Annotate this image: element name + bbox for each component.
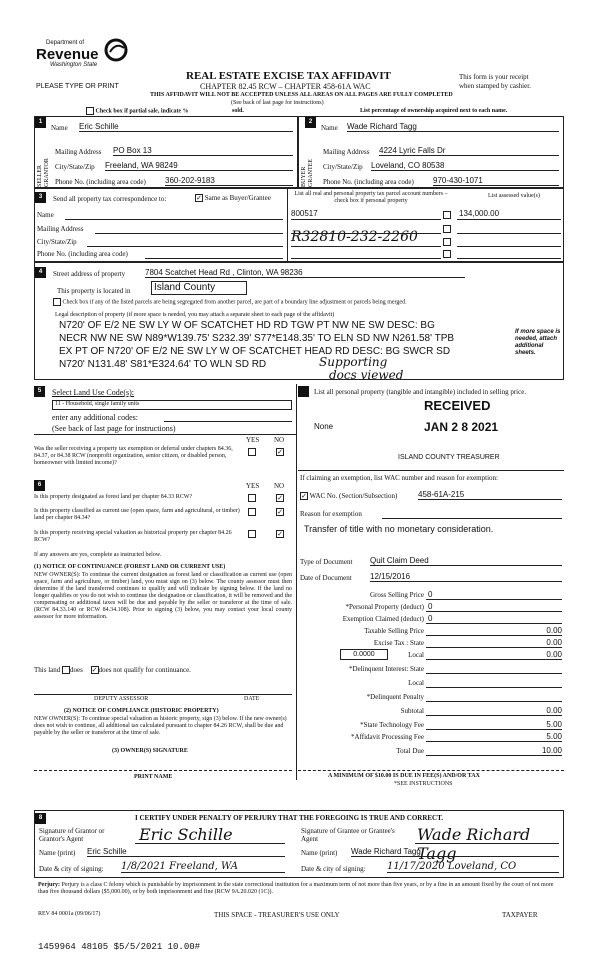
agency-label: Revenue xyxy=(36,46,99,63)
personal-prop-checkbox-3[interactable] xyxy=(443,238,451,246)
reason-field[interactable]: Transfer of title with no monetary consideration. xyxy=(304,524,494,534)
calc-label: *Personal Property (deduct) xyxy=(345,603,424,611)
doc-type-field[interactable]: Quit Claim Deed xyxy=(370,556,562,566)
does-not-checkbox[interactable]: ✓ xyxy=(91,666,98,675)
calc-label: Excise Tax : State xyxy=(373,639,424,647)
seller-name-field[interactable]: Eric Schille xyxy=(79,122,293,132)
partial-sale-checkbox[interactable] xyxy=(86,107,94,115)
buyer-mail-label: Mailing Address xyxy=(323,148,370,156)
seller-section xyxy=(34,116,298,188)
calc-value[interactable]: 0.00 xyxy=(426,638,562,648)
correspondence-section xyxy=(34,188,564,262)
personal-prop-checkbox-2[interactable] xyxy=(443,225,451,233)
parcel-number-1[interactable]: 800517 xyxy=(291,209,318,218)
partial-sale-row: Check box if partial sale, indicate % xyxy=(86,107,189,115)
section-1-badge: 1 xyxy=(35,117,46,128)
taxpayer-label: TAXPAYER xyxy=(502,911,538,919)
street-field[interactable]: 7804 Scatchet Head Rd , Clinton, WA 98236 xyxy=(145,268,465,278)
grantee-date-field[interactable]: 11/17/2020 Loveland, CO xyxy=(387,861,559,873)
assessed-value-1[interactable]: 134,000.00 xyxy=(459,209,500,218)
supporting-handwritten: Supporting xyxy=(319,355,388,369)
date-stamp: JAN 2 8 2021 xyxy=(424,420,499,434)
received-stamp: RECEIVED xyxy=(424,398,491,413)
doc-date-label: Date of Document xyxy=(300,574,352,582)
calc-value[interactable] xyxy=(426,678,562,688)
seller-city-field[interactable]: Freeland, WA 98249 xyxy=(105,161,293,171)
see-back-label: (See back of last page for instructions) xyxy=(52,424,176,433)
seller-phone-label: Phone No. (including area code) xyxy=(55,178,146,186)
buyer-city-label: City/State/Zip xyxy=(323,163,363,171)
buyer-mail-field[interactable]: 4224 Lyric Falls Dr xyxy=(379,146,559,156)
certify-statement: I CERTIFY UNDER PENALTY OF PERJURY THAT THE FOREGOING IS TRUE AND CORRECT. xyxy=(135,814,444,822)
section-7-badge xyxy=(298,386,309,397)
more-space-note: If more space is needed, attach additional sheets. xyxy=(515,329,561,356)
seller-mail-field[interactable]: PO Box 13 xyxy=(113,146,293,156)
exemption-question: Was the seller receiving a property tax exemption or deferral under chapters 84.36, 84.37, or 84.38 RCW (nonprofit organization, senior citizen, or disabled person, homeowner with limited income)? xyxy=(34,446,233,466)
no-header-6: NO xyxy=(274,482,285,490)
revenue-logo xyxy=(36,38,132,74)
calc-label: Exemption Claimed (deduct) xyxy=(342,615,424,623)
dept-label: Department of xyxy=(46,40,85,46)
receipt-note-2: when stamped by cashier. xyxy=(459,82,531,90)
legal-line-2: NECR NW NE SW N89*W139.75' S232.39' S77*E148.35' TO ELN SD NW N261.58' TPB xyxy=(59,333,455,344)
historic-question: Is this property receiving special valuation as historical property per chapter 84.26 RCW? xyxy=(34,530,232,543)
notice-compliance-text: NEW OWNER(S): To continue special valuation as historic property, sign (3) below. If the new owner(s) does not wish to continue, all additional tax calculated pursuant to chapter 84.26 RCW, shall be due and payable by the seller or transferor at the time of sale. xyxy=(34,716,287,736)
owner-signature-label: (3) OWNER(S) SIGNATURE xyxy=(112,748,188,754)
calc-value[interactable]: 0.00 xyxy=(426,706,562,716)
perjury-note: Perjury: Perjury is a class C felony which is punishable by imprisonment in the state correctional institution for a maximum term of not more than five years, or by a fine in an amount fixed by the court of not more than five thousand dollars ($5,000.00), or by both imprisonment and fine (RCW 9A.20.020 (1C)). xyxy=(38,882,554,895)
grantor-date-label: Date & city of signing: xyxy=(39,865,104,873)
logo-swirl-icon xyxy=(102,38,130,62)
seller-city-label: City/State/Zip xyxy=(55,163,95,171)
personal-prop-checkbox-4[interactable] xyxy=(443,250,451,258)
same-as-buyer: ✓ Same as Buyer/Grantee xyxy=(196,194,271,203)
buyer-phone-field[interactable]: 970-430-1071 xyxy=(433,176,559,186)
buyer-name-field[interactable]: Wade Richard Tagg xyxy=(347,122,559,132)
calc-value[interactable]: 5.00 xyxy=(426,720,562,730)
ownership-note: List percentage of ownership acquired next to each name. xyxy=(360,108,508,114)
grantor-name-field[interactable]: Eric Schille xyxy=(87,847,285,857)
section-2-badge: 2 xyxy=(305,117,316,128)
property-section xyxy=(34,262,564,380)
calc-value[interactable]: 10.00 xyxy=(426,746,562,756)
calc-value[interactable]: 0 xyxy=(426,590,562,600)
historic-no-checkbox[interactable]: ✓ xyxy=(277,530,283,538)
land-use-section xyxy=(34,384,296,474)
buyer-section xyxy=(298,116,564,188)
grantor-date-field[interactable]: 1/8/2021 Freeland, WA xyxy=(121,861,285,873)
legal-line-1: N720' OF E/2 NE SW LY W OF SCATCHET HD RD TGW PT NW NE SW DESC: BG xyxy=(59,320,435,331)
corr-city-label: City/State/Zip xyxy=(37,238,77,246)
receipt-note: This form is your receipt xyxy=(459,73,529,81)
notice-continuance-text: NEW OWNER(S): To continue the current designation as forest land or classification as current use (open space, farm and agriculture, or timber) land, you must sign on (3) below. The county assessor must then determine if the land transferred continues to qualify and will indicate by signing below. If the land no longer qualifies or you do not wish to continue the designation or classification, it will be removed and the compensating or additional taxes will be due and payable by the seller or transferor at the time of sale. (RCW 84.33.140 or RCW 84.34.108). Prior to signing (3) below, you may contact your local county assessor for more information. xyxy=(34,572,292,620)
no-header: NO xyxy=(274,436,285,444)
continuance-row: This land does ✓does not qualify for continuance. xyxy=(34,666,191,675)
street-label: Street address of property xyxy=(53,270,126,278)
receipt-stamp: 1459964 48105 $5/5/2021 10.00# xyxy=(38,942,201,952)
wac-checkbox[interactable]: ✓ xyxy=(301,492,307,501)
docs-viewed-handwritten: docs viewed xyxy=(329,368,404,380)
seller-mail-label: Mailing Address xyxy=(55,148,102,156)
forest-no-checkbox[interactable]: ✓ xyxy=(277,494,283,502)
section-5-badge: 5 xyxy=(34,386,45,397)
seller-phone-field[interactable]: 360-202-9183 xyxy=(165,176,293,186)
section-6-badge: 6 xyxy=(34,480,45,491)
section-3-badge: 3 xyxy=(35,192,46,203)
buyer-city-field[interactable]: Loveland, CO 80538 xyxy=(371,161,559,171)
notice-compliance-title: (2) NOTICE OF COMPLIANCE (HISTORIC PROPERTY) xyxy=(64,708,219,714)
current-use-yes-checkbox[interactable] xyxy=(248,508,256,516)
calc-label: Local xyxy=(408,651,424,659)
state-label: Washington State xyxy=(50,62,98,68)
segregated-checkbox[interactable] xyxy=(53,298,61,306)
exemption-no-checkbox[interactable]: ✓ xyxy=(277,448,283,456)
calc-label: *State Technology Fee xyxy=(360,721,424,729)
parcel-number-2[interactable]: R32810-232-2260 xyxy=(291,229,418,245)
calc-value[interactable]: 5.00 xyxy=(426,732,562,742)
grantee-sig-label: Signature of Grantee or Grantee's Agent xyxy=(301,827,395,843)
historic-yes-checkbox[interactable] xyxy=(248,530,256,538)
additional-codes-label: enter any additional codes: xyxy=(52,413,138,422)
yes-header-6: YES xyxy=(246,482,260,490)
send-correspondence-label: Send all property tax correspondence to: xyxy=(53,195,167,203)
current-use-question: Is this property classified as current use (open space, farm and agricultural, or timber) land per chapter 84.34? xyxy=(34,508,240,521)
calc-label: Subtotal xyxy=(400,707,424,715)
county-label: This property is located in xyxy=(57,287,131,295)
calc-label: Local xyxy=(408,679,424,687)
form-title: REAL ESTATE EXCISE TAX AFFIDAVIT xyxy=(186,70,391,82)
grantor-signature[interactable]: Eric Schille xyxy=(139,825,233,844)
parcel-header: List all real and personal property tax parcel account numbers – check box if personal property xyxy=(294,191,448,204)
grantee-name-field[interactable]: Wade Richard Tagg xyxy=(351,847,559,857)
see-instructions-note: *SEE INSTRUCTIONS xyxy=(394,781,453,787)
county-field[interactable]: Island County xyxy=(151,281,247,295)
calc-label: Gross Selling Price xyxy=(369,591,424,599)
personal-property-label: List all personal property (tangible and intangible) included in selling price. xyxy=(314,388,527,396)
corr-mail-label: Mailing Address xyxy=(37,225,84,233)
seller-name-label: Name xyxy=(51,124,68,132)
section-8-badge: 8 xyxy=(35,813,46,824)
exemption-claim-label: If claiming an exemption, list WAC number and reason for exemption: xyxy=(300,474,498,482)
land-use-label: Select Land Use Code(s): xyxy=(52,388,134,397)
legal-line-3: EX PT OF N720' OF E/2 NE SW LY W OF SCATCHET HEAD RD DESC: BG SWCR SD xyxy=(59,346,451,357)
wac-label: ✓ WAC No. (Section/Subsection) xyxy=(301,492,398,501)
current-use-no-checkbox[interactable]: ✓ xyxy=(277,508,283,516)
calc-label: *Delinquent Interest: State xyxy=(348,665,424,673)
reason-label: Reason for exemption xyxy=(300,510,362,518)
does-checkbox[interactable] xyxy=(62,666,70,674)
calc-label: Total Due xyxy=(396,747,424,755)
legal-line-4: N720' N131.48' S81*E324.64' TO WLN SD RD xyxy=(59,359,267,370)
calc-label: *Affidavit Processing Fee xyxy=(351,733,424,741)
personal-prop-checkbox-1[interactable] xyxy=(443,211,451,219)
sold-label: sold. xyxy=(232,108,244,114)
treasurer-stamp: ISLAND COUNTY TREASURER xyxy=(398,454,500,461)
grantee-date-label: Date & city of signing: xyxy=(301,865,366,873)
wac-field[interactable]: 458-61A-215 xyxy=(418,490,562,500)
doc-date-field[interactable]: 12/15/2016 xyxy=(370,572,562,582)
calc-value[interactable] xyxy=(426,664,562,674)
corr-name-label: Name xyxy=(37,211,54,219)
grantor-sig-label: Signature of Grantor or Grantor's Agent xyxy=(39,827,105,843)
form-revision: REV 84 0001a (09/06/17) xyxy=(38,911,101,917)
calc-value[interactable]: 0.00 xyxy=(426,650,562,660)
type-print-label: PLEASE TYPE OR PRINT xyxy=(36,83,119,90)
buyer-side-label: BUYER GRANTEE xyxy=(301,159,314,187)
legal-label: Legal description of property (if more space is needed, you may attach a separate sheet to each page of the affidavit) xyxy=(55,312,335,318)
corr-phone-label: Phone No. (including area code) xyxy=(37,250,128,258)
print-name-label: PRINT NAME xyxy=(134,774,173,780)
buyer-name-label: Name xyxy=(321,124,338,132)
if-yes-note: If any answers are yes, complete as instructed below. xyxy=(34,552,162,558)
designation-section xyxy=(34,478,296,780)
calc-label: *Delinquent Penalty xyxy=(366,693,424,701)
doc-type-label: Type of Document xyxy=(300,558,353,566)
local-rate-field[interactable]: 0.0000 xyxy=(340,649,388,660)
form-warning: THIS AFFIDAVIT WILL NOT BE ACCEPTED UNLESS ALL AREAS ON ALL PAGES ARE FULLY COMPLETED xyxy=(150,92,453,98)
grantee-signature[interactable]: Wade Richard Tagg xyxy=(417,825,531,863)
certification-section xyxy=(34,810,564,878)
land-use-select[interactable]: 11 - Household, single family units xyxy=(52,400,292,410)
notice-continuance-title: (1) NOTICE OF CONTINUANCE (FOREST LAND OR CURRENT USE) xyxy=(34,564,226,570)
tax-calc-section xyxy=(298,384,564,794)
forest-question: Is this property designated as forest land per chapter 84.33 RCW? xyxy=(34,494,193,500)
grantor-name-label: Name (print) xyxy=(39,849,76,857)
yes-header: YES xyxy=(246,436,260,444)
deputy-assessor-label: DEPUTY ASSESSOR xyxy=(94,696,149,702)
see-back-note: (See back of last page for instructions) xyxy=(231,100,324,106)
deputy-date-label: DATE xyxy=(244,696,260,702)
calc-value[interactable] xyxy=(426,692,562,702)
forest-yes-checkbox[interactable] xyxy=(248,494,256,502)
buyer-phone-label: Phone No. (including area code) xyxy=(323,178,414,186)
grantee-name-label: Name (print) xyxy=(301,849,338,857)
calc-value[interactable]: 0.00 xyxy=(426,626,562,636)
minimum-note: A MINIMUM OF $10.00 IS DUE IN FEE(S) AND/OR TAX xyxy=(328,773,480,779)
personal-property-value[interactable]: None xyxy=(314,422,334,431)
treasurer-space: THIS SPACE - TREASURER'S USE ONLY xyxy=(214,911,340,919)
section-4-badge: 4 xyxy=(35,267,46,278)
assessed-header: List assessed value(s) xyxy=(488,193,540,199)
calc-label: Taxable Selling Price xyxy=(364,627,424,635)
form-chapter: CHAPTER 82.45 RCW – CHAPTER 458-61A WAC xyxy=(200,82,371,91)
segregated-row: Check box if any of the listed parcels are being segregated from another parcel, are part of a boundary line adjustment or parcels being merged. xyxy=(53,298,407,306)
calc-value[interactable]: 0 xyxy=(426,602,562,612)
same-as-buyer-checkbox[interactable]: ✓ xyxy=(196,194,202,203)
seller-side-label: SELLER GRANTOR xyxy=(37,158,50,187)
calc-value[interactable]: 0 xyxy=(426,614,562,624)
exemption-yes-checkbox[interactable] xyxy=(248,448,256,456)
